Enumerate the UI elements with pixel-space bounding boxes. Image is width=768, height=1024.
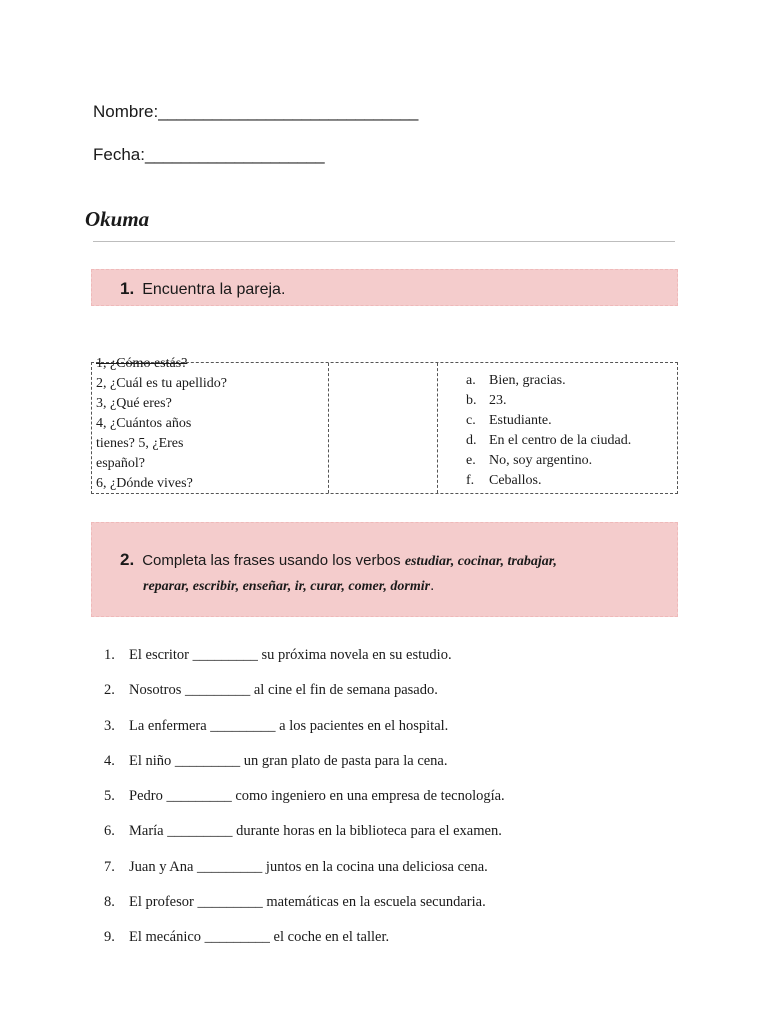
answer-letter: c. [466,413,476,428]
sentence-number: 6. [104,823,115,840]
answer-text: Bien, gracias. [489,373,566,388]
page-title: Okuma [85,207,150,231]
sentence-text: La enfermera _________ a los pacientes en el hospital. [129,717,449,734]
nombre-blank[interactable]: _____________________________ [158,102,418,121]
question-line: 4, ¿Cuántos años [96,416,192,431]
question-line: 3, ¿Qué eres? [96,396,172,411]
list-item [104,859,505,894]
answer-item [466,431,677,451]
list-item [104,647,505,682]
question-line: 2, ¿Cuál es tu apellido? [96,376,228,391]
sentence-text: El escritor _________ su próxima novela en su estudio. [129,647,452,663]
question-line: 1, ¿Cómo estás? [96,356,188,371]
list-item [104,894,505,929]
question-line: 6, ¿Dónde vives? [96,476,193,491]
answer-letter: a. [466,373,476,388]
verbs-list-line2: reparar, escribir, enseñar, ir, curar, comer, dormir [143,579,431,594]
section1-number: 1. [120,279,135,298]
fecha-label: Fecha: [93,145,145,164]
list-item [104,929,505,964]
title-divider [93,241,675,242]
nombre-label: Nombre: [93,102,159,121]
answer-text: Ceballos. [489,473,542,488]
list-item [104,753,505,788]
fecha-blank[interactable]: ____________________ [144,145,325,164]
matching-table [91,356,678,494]
answer-item [466,391,677,411]
question-line: tienes? 5, ¿Eres [96,436,184,451]
answer-item [466,451,677,471]
sentence-number: 8. [104,894,115,911]
answer-text: Estudiante. [489,413,552,428]
list-item [104,823,505,858]
sentence-number: 4. [104,752,115,769]
sentence-text: El profesor _________ matemáticas en la escuela secundaria. [129,894,486,911]
nombre-field[interactable] [93,102,418,122]
section1-heading-text: Encuentra la pareja. [142,281,286,298]
answer-match-column[interactable] [329,363,438,493]
answer-letter: d. [466,433,477,448]
sentence-number: 9. [104,929,115,946]
answer-letter: f. [466,473,475,488]
answers-column [438,363,677,493]
section1-banner [91,269,678,306]
sentence-number: 7. [104,858,115,875]
section2-heading-text: Completa las frases usando los verbos [142,552,401,569]
list-item [104,682,505,717]
answer-text: 23. [489,393,507,408]
sentence-number: 5. [104,788,115,805]
sentence-text: María _________ durante horas en la biblioteca para el examen. [129,823,502,840]
question-line: español? [96,456,145,471]
sentence-text: Pedro _________ como ingeniero en una empresa de tecnología. [129,788,505,805]
sentence-text: El mecánico _________ el coche en el taller. [129,929,390,946]
verbs-list-end: . [430,577,435,594]
list-item [104,718,505,753]
list-item [104,788,505,823]
questions-column [92,356,329,493]
section2-heading [120,548,660,599]
answer-letter: e. [466,453,476,468]
sentence-number: 2. [104,682,115,699]
section2-banner [91,522,678,617]
answer-letter: b. [466,393,477,408]
sentence-number: 1. [104,647,115,663]
answer-text: En el centro de la ciudad. [489,433,632,448]
fecha-field[interactable] [93,145,324,165]
answer-item [466,371,677,391]
sentence-list [104,647,505,965]
sentence-text: Nosotros _________ al cine el fin de semana pasado. [129,682,438,699]
answer-item [466,411,677,431]
sentence-text: Juan y Ana _________ juntos en la cocina una deliciosa cena. [129,858,488,875]
sentence-number: 3. [104,717,115,734]
sentence-text: El niño _________ un gran plato de pasta para la cena. [129,752,448,769]
answer-item [466,471,677,491]
verbs-list-line1: estudiar, cocinar, trabajar, [404,554,557,569]
answer-text: No, soy argentino. [489,453,593,468]
section1-heading [120,279,285,299]
section2-number: 2. [120,550,135,569]
